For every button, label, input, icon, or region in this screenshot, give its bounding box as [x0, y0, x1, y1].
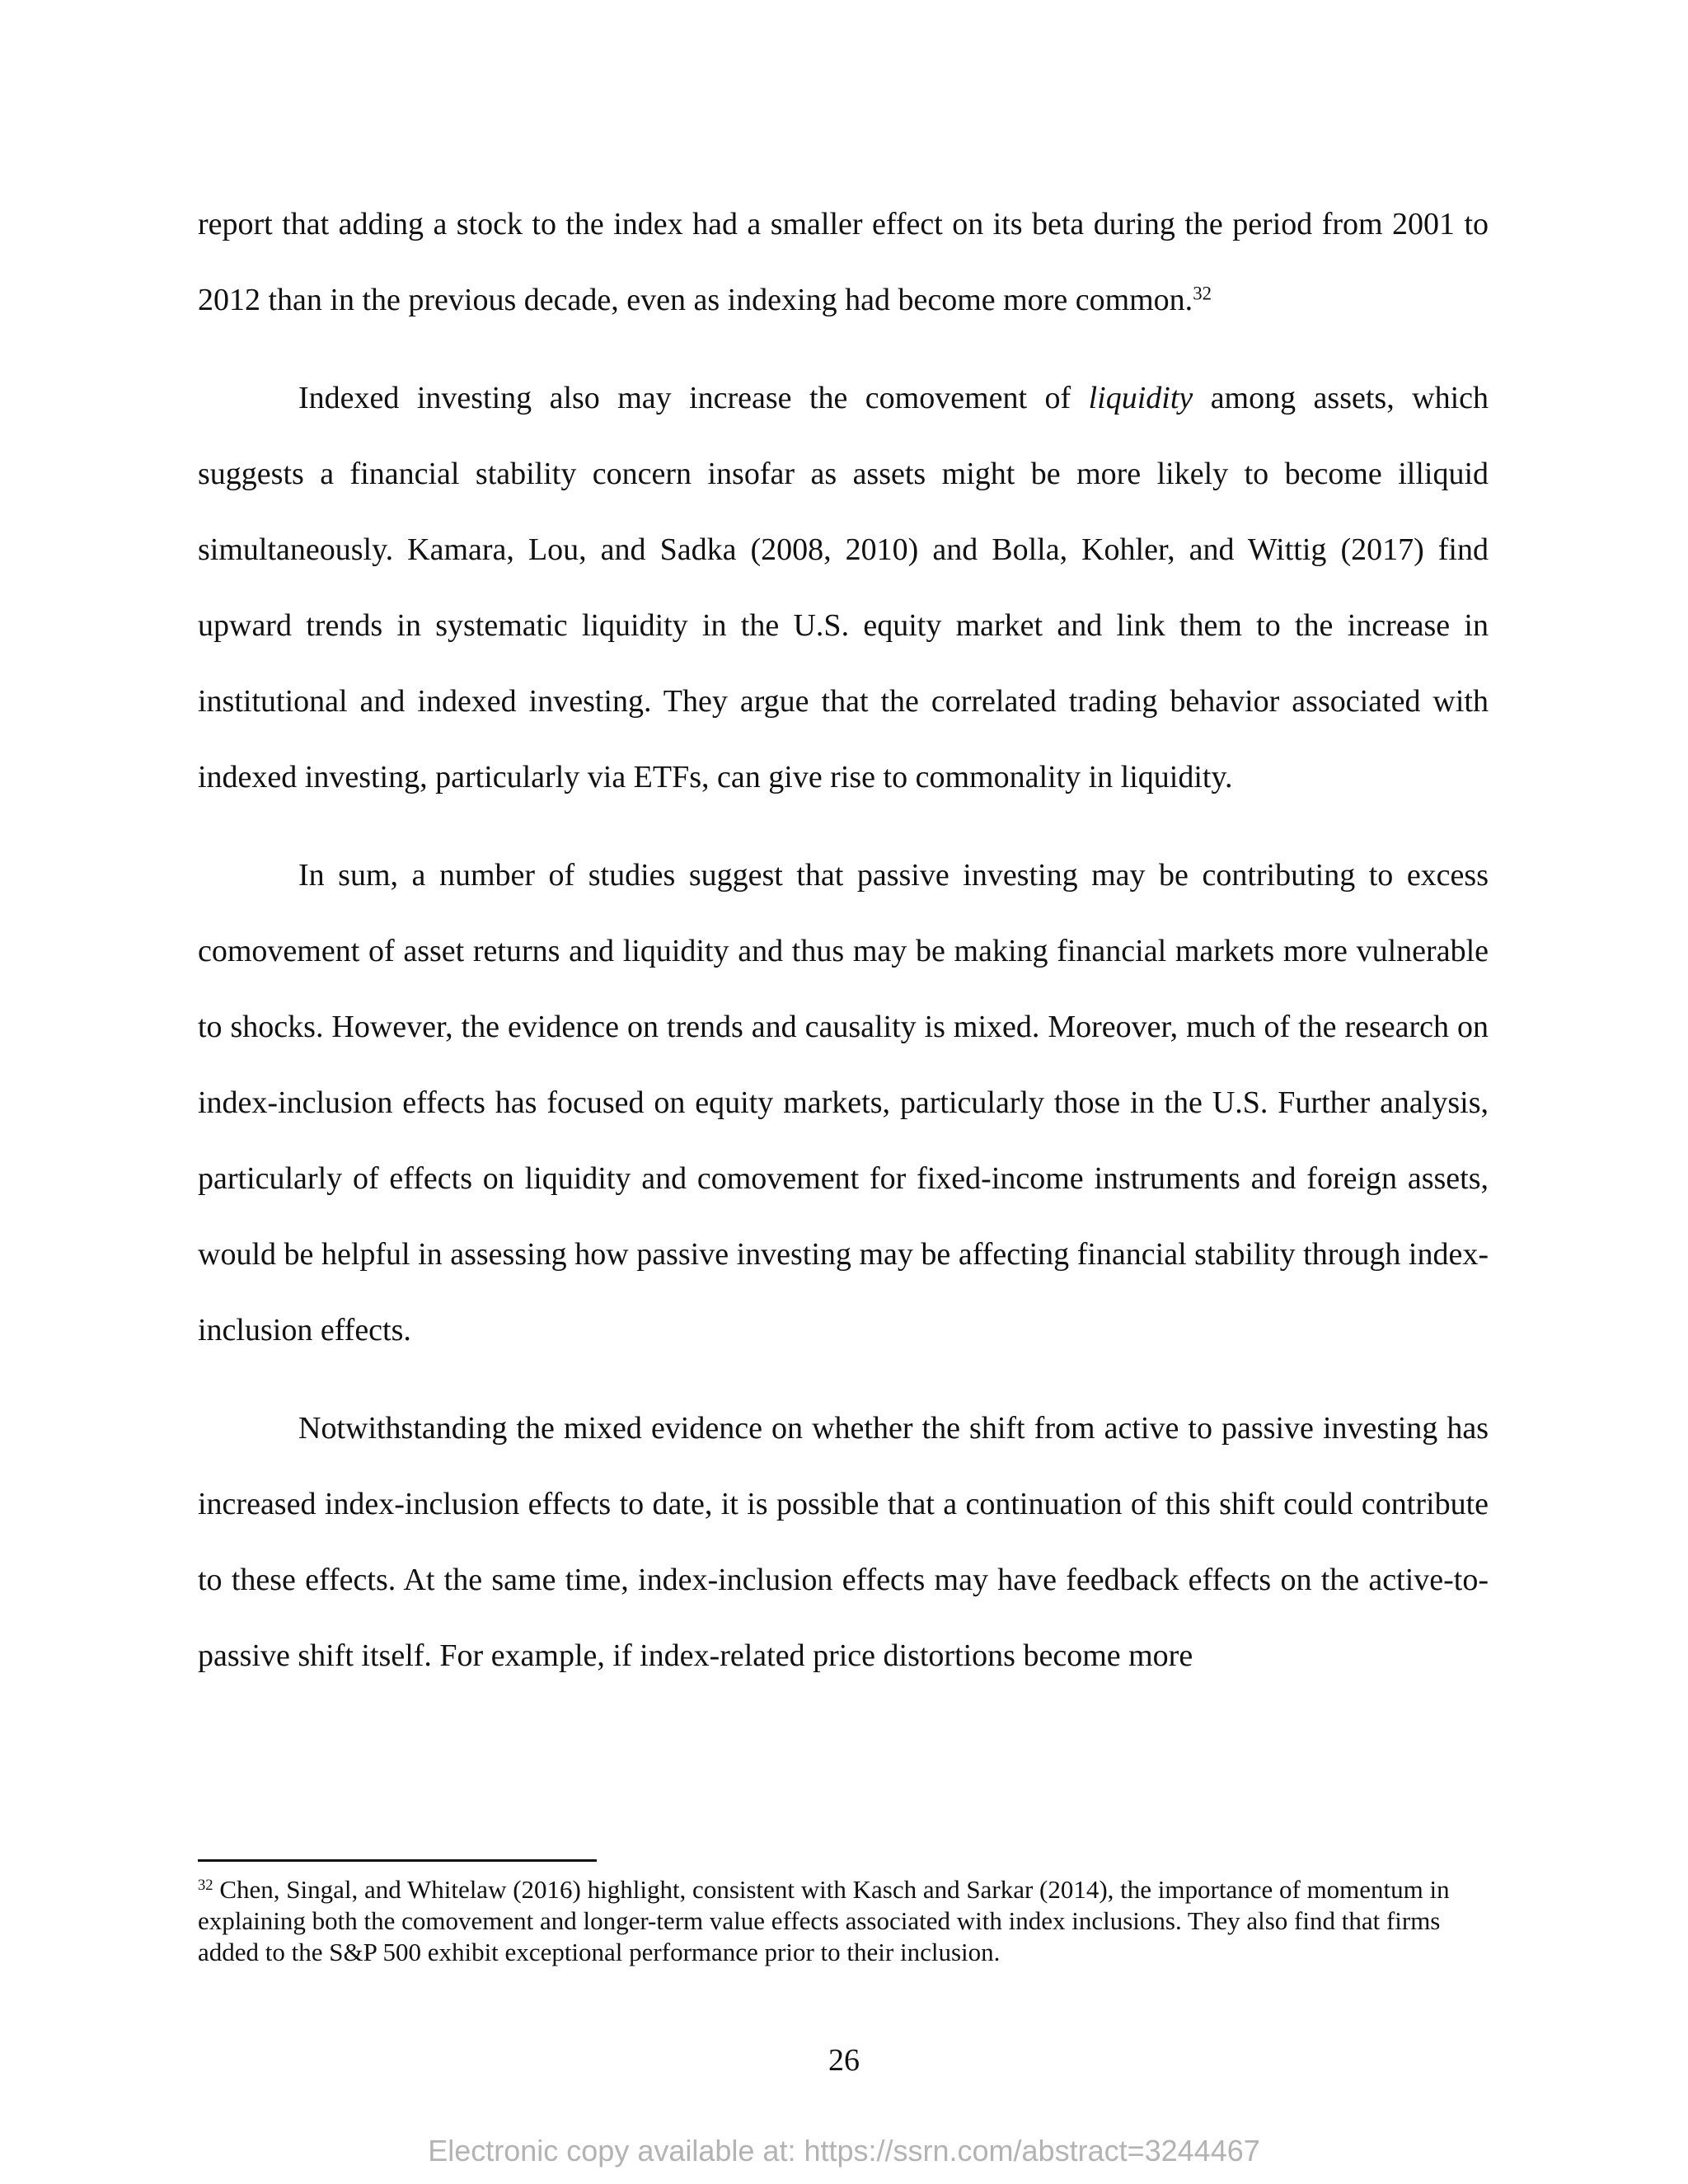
footnote-number: 32: [198, 1876, 213, 1894]
paragraph-text: Notwithstanding the mixed evidence on whether the shift from active to passive investing has increased index-inclusion effects to date, it is possible that a continuation of this shift could contribute to these effects. At the same time, index-inclusion effects may have feedback effects on the active-to-passive shift itself. For example, if index-related price distortions become more: [198, 1411, 1489, 1673]
footnote-text: Chen, Singal, and Whitelaw (2016) highlight, consistent with Kasch and Sarkar (2014), the importance of momentum in explaining both the comovement and longer-term value effects associated with index inclusions. They also find that firms added to the S&P 500 exhibit exceptional performance prior to their inclusion.: [198, 1875, 1450, 1966]
page-number: 26: [828, 2043, 860, 2078]
paragraph-continuation: [198, 186, 1489, 338]
paragraph-text: In sum, a number of studies suggest that passive investing may be contributing to excess comovement of asset returns and liquidity and thus may be making financial markets more vulnerable to shocks. However, the evidence on trends and causality is mixed. Moreover, much of the research on index-inclusion effects has focused on equity markets, particularly those in the U.S. Further analysis, particularly of effects on liquidity and comovement for fixed-income instruments and foreign assets, would be helpful in assessing how passive investing may be affecting financial stability through index-inclusion effects.: [198, 858, 1489, 1347]
paragraph-text: report that adding a stock to the index had a smaller effect on its beta during the period from 2001 to 2012 than in the previous decade, even as indexing had become more common.: [198, 207, 1489, 317]
ssrn-footer-notice: Electronic copy available at: https://ssrn.com/abstract=3244467: [428, 2134, 1260, 2168]
paragraph-summary: [198, 837, 1489, 1368]
body-text: [198, 186, 1489, 1716]
footnote-reference: 32: [1193, 283, 1212, 304]
paragraph-feedback: [198, 1390, 1489, 1694]
paragraph-text-end: among assets, which suggests a financial stability concern insofar as assets might be more likely to become illiquid simultaneously. Kamara, Lou, and Sadka (2008, 2010) and Bolla, Kohler, and Wittig (2017) find upward trends in systematic liquidity in the U.S. equity market and link them to the increase in institutional and indexed investing. They argue that the correlated trading behavior associated with indexed investing, particularly via ETFs, can give rise to commonality in liquidity.: [198, 381, 1489, 794]
paragraph-text-start: Indexed investing also may increase the comovement of: [298, 381, 1089, 415]
paragraph-liquidity: [198, 360, 1489, 815]
footnote: [198, 1874, 1451, 1968]
footnote-separator: [198, 1859, 597, 1862]
italic-term: liquidity: [1088, 381, 1193, 415]
